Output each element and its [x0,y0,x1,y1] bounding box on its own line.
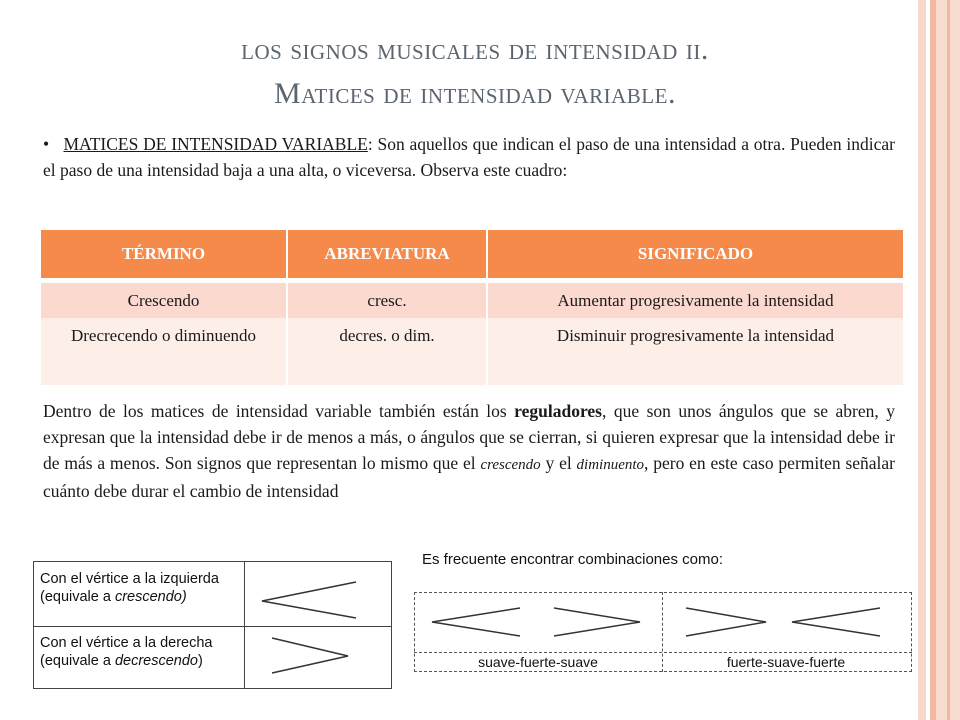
paragraph-bold: reguladores [514,401,602,421]
paragraph-italic: crescendo [480,457,541,473]
label-text: ) [198,653,203,669]
bullet: • [43,134,50,154]
decrescendo-hairpin-icon [272,638,348,673]
table-row [41,318,903,385]
combinations-title: Es frecuente encontrar combinaciones como: [422,551,723,568]
header-abbreviation: ABREVIATURA [287,230,487,281]
decrescendo-hairpin-icon [686,608,766,636]
paragraph-italic: diminuento [576,457,645,473]
decor-bar [918,0,926,720]
label-text: Con el vértice a la derecha [40,635,213,651]
table-cell: cresc. [287,281,487,319]
decor-bar [947,0,950,720]
header-meaning: SIGNIFICADO [487,230,903,281]
label-italic: crescendo) [114,589,187,605]
crescendo-hairpin-icon [792,608,880,636]
paragraph-text: , pero en este caso permiten señalar cuánto debe durar el cambio de intensidad [43,453,895,501]
label-text: Con el vértice a la izquierda [40,571,219,587]
intro-paragraph [43,131,895,183]
paragraph-text: , que son unos ángulos que se abren, y expresan que la intensidad debe ir de menos a más, o ángulos que se cierran, si quieren expresar que la intensidad debe ir de más a menos. Son signos que representan lo mismo que el [43,401,895,473]
table-header-row [41,230,903,281]
table-cell: Aumentar progresivamente la intensidad [487,281,903,319]
header-term: TÉRMINO [41,230,287,281]
combinations-box [414,592,912,672]
intro-term: MATICES DE INTENSIDAD VARIABLE [63,134,368,154]
slide-title [40,28,910,116]
terms-table [41,230,903,385]
paragraph-text: Dentro de los matices de intensidad variable también están los [43,401,515,421]
label-text: (equivale a [40,653,115,669]
regulators-box [33,561,392,689]
slide-title-line1: los signos musicales de intensidad ii. [241,33,709,66]
intro-text: : Son aquellos que indican el paso de una intensidad a otra. Pueden indicar el paso de una intensidad baja a una alta, o viceversa. Observa este cuadro: [43,134,895,180]
regulators-paragraph [43,398,895,504]
label-text: (equivale a [40,589,115,605]
combination-hairpins [414,592,912,652]
slide-title-line2: Matices de intensidad variable. [274,77,676,110]
right-caption: fuerte-suave-fuerte [726,654,846,670]
table-cell: decres. o dim. [287,318,487,385]
table-cell: Disminuir progresivamente la intensidad [487,318,903,385]
table-cell: Crescendo [41,281,287,319]
crescendo-hairpin-icon [262,582,356,618]
table-cell: Drecrecendo o diminuendo [41,318,287,385]
paragraph-text: y el [540,453,577,473]
label-italic: decrescendo [114,653,198,669]
table-row [41,281,903,319]
hairpin-icons [34,562,391,688]
left-caption: suave-fuerte-suave [478,654,598,670]
divider [414,652,912,653]
crescendo-hairpin-icon [432,608,520,636]
decrescendo-hairpin-icon [554,608,640,636]
